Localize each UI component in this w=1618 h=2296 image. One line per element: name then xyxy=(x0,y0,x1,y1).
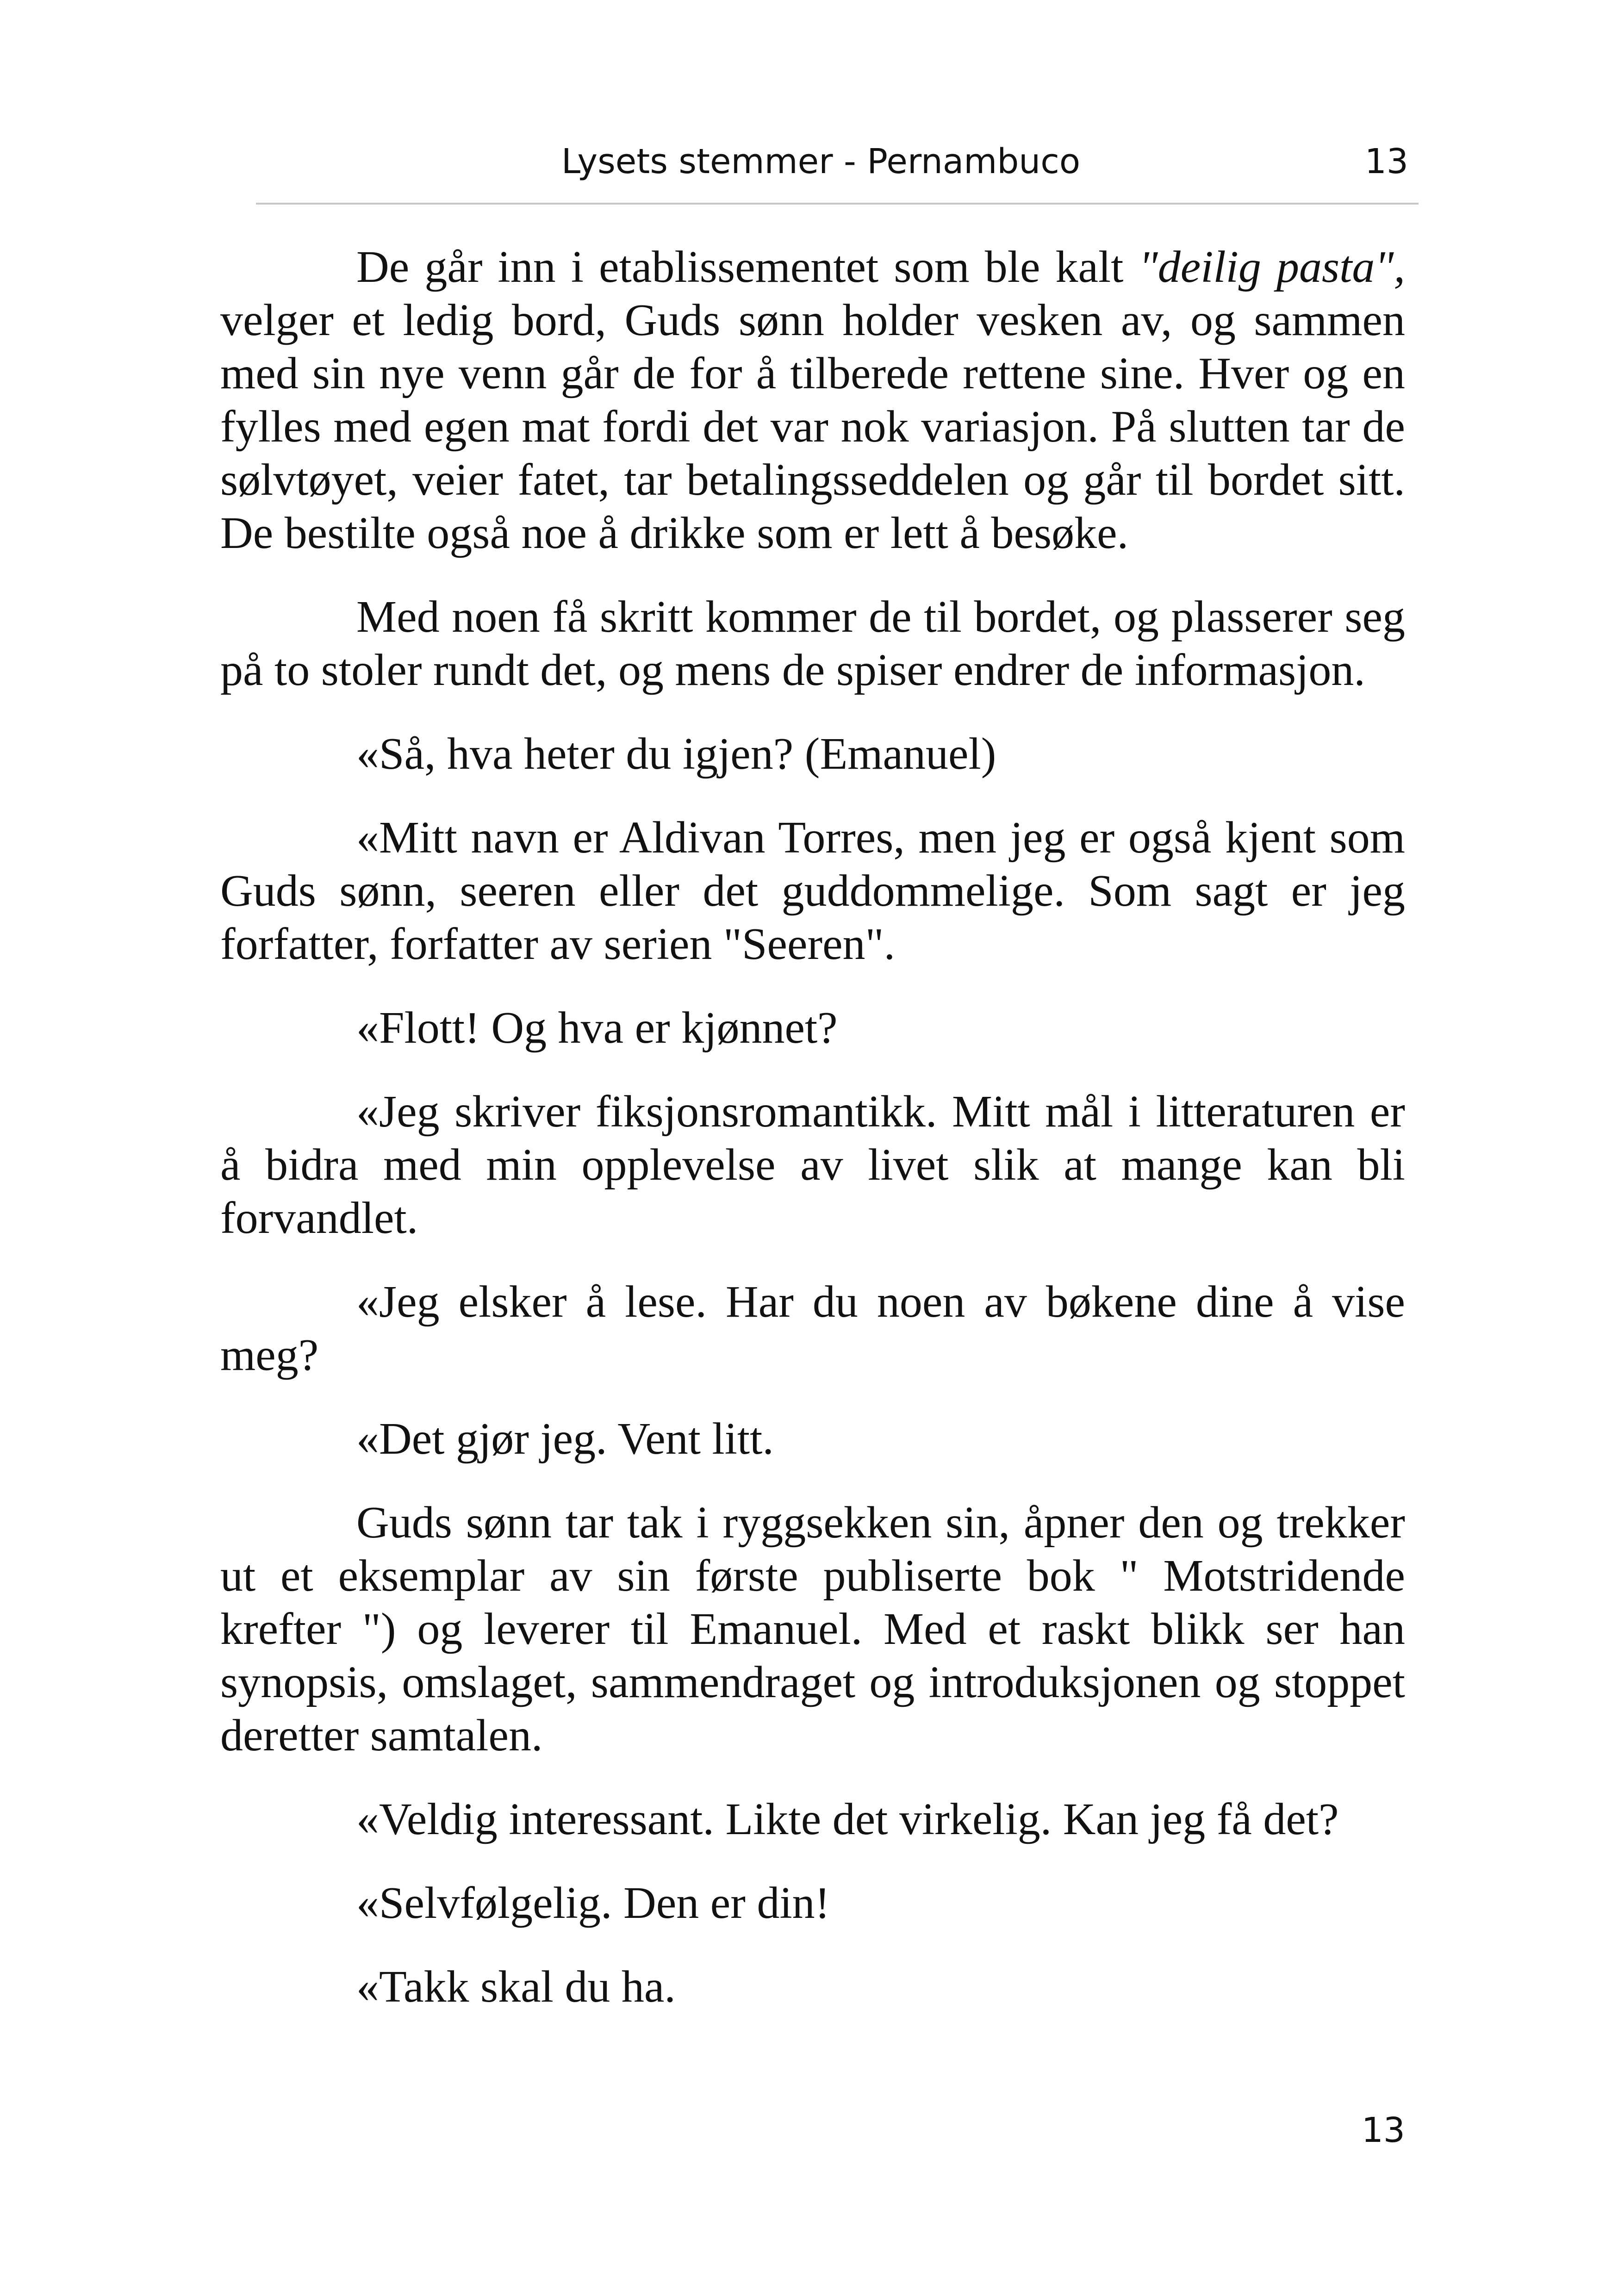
paragraph xyxy=(220,241,1405,560)
header-title: Lysets stemmer - Pernambuco xyxy=(561,142,1081,181)
dialogue-line: «Jeg elsker å lese. Har du noen av bøkene dine å vise meg? xyxy=(220,1277,1405,1380)
dialogue-line: «Selvfølgelig. Den er din! xyxy=(356,1878,830,1928)
running-header xyxy=(256,139,1419,205)
paragraph: Med noen få skritt kommer de til bordet, og plasserer seg på to stoler rundt det, og mens de spiser endrer de informasjon. xyxy=(220,592,1405,695)
header-page-number: 13 xyxy=(1364,142,1408,181)
dialogue-line: «Jeg skriver fiksjonsromantikk. Mitt mål i litteraturen er å bidra med min opplevelse av livet slik at mange kan bli forvandlet. xyxy=(220,1087,1405,1243)
paragraph: Guds sønn tar tak i ryggsekken sin, åpner den og trekker ut et eksemplar av sin første publiserte bok " Motstridende krefter ") og leverer til Emanuel. Med et raskt blikk ser han synopsis, omslaget, sammendraget og introduksjonen og stoppet deretter samtalen. xyxy=(220,1498,1405,1761)
dialogue-line: «Veldig interessant. Likte det virkelig. Kan jeg få det? xyxy=(356,1794,1339,1844)
dialogue-line: «Flott! Og hva er kjønnet? xyxy=(356,1003,838,1053)
dialogue-line: «Så, hva heter du igjen? (Emanuel) xyxy=(356,729,996,779)
dialogue-line: «Det gjør jeg. Vent litt. xyxy=(356,1414,774,1464)
italic-phrase: "deilig pasta", xyxy=(1139,242,1405,292)
paragraph-text: De går inn i etablissementet som ble kalt xyxy=(356,242,1139,292)
paragraph-text: velger et ledig bord, Guds sønn holder vesken av, og sammen med sin nye venn går de for å tilberede rettene sine. Hver og en fylles med egen mat fordi det var nok variasjon. På slutten tar de sølvtøyet, veier fatet, tar betalingsseddelen og går til bordet sitt. De bestilte også noe å drikke som er lett å besøke. xyxy=(220,295,1405,558)
body-text xyxy=(220,241,1405,2044)
dialogue-line: «Takk skal du ha. xyxy=(356,1962,676,2012)
dialogue-line: «Mitt navn er Aldivan Torres, men jeg er også kjent som Guds sønn, seeren eller det guddommelige. Som sagt er jeg forfatter, forfatter av serien "Seeren". xyxy=(220,813,1405,969)
footer-page-number: 13 xyxy=(1361,2110,1405,2150)
